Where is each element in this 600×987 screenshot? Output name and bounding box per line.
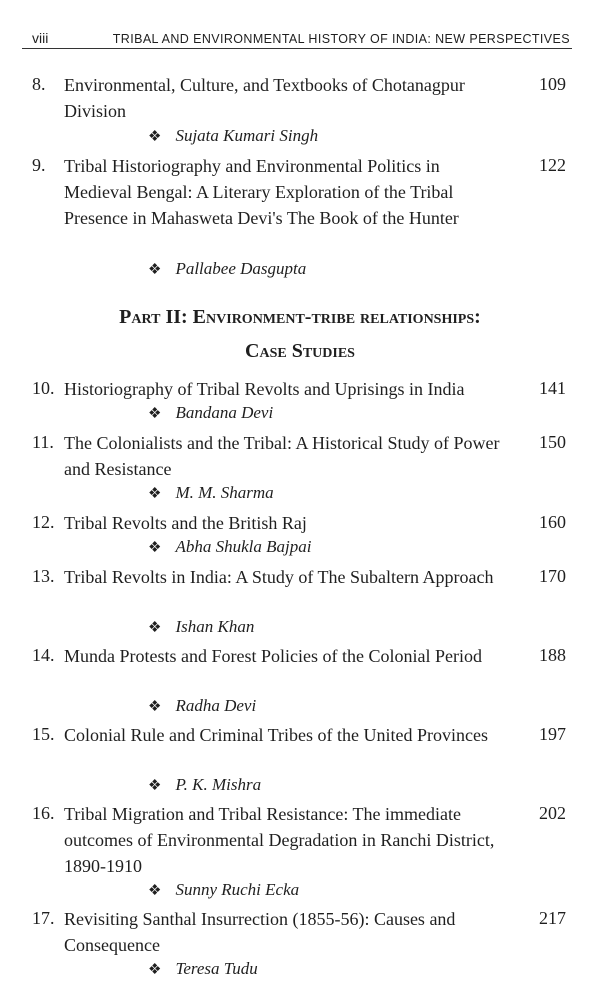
entry-author: Radha Devi xyxy=(175,696,257,715)
entry-page: 197 xyxy=(539,724,566,744)
diamond-bullet-icon: ❖ xyxy=(148,406,162,422)
entry-number: 13. xyxy=(32,566,55,586)
entry-number: 14. xyxy=(32,645,55,665)
entry-author: M. M. Sharma xyxy=(175,483,274,502)
entry-page: 150 xyxy=(539,432,566,452)
entry-title: Tribal Revolts and the British Raj xyxy=(64,513,307,533)
entry-author: Sunny Ruchi Ecka xyxy=(175,880,300,899)
entry-author-line xyxy=(148,537,311,557)
entry-author: Teresa Tudu xyxy=(175,959,258,978)
entry-title: Colonial Rule and Criminal Tribes of the United Provinces xyxy=(64,725,488,745)
entry-number: 8. xyxy=(32,74,46,94)
entry-author-line xyxy=(148,959,258,979)
entry-author-line xyxy=(148,259,306,279)
diamond-bullet-icon: ❖ xyxy=(148,620,162,636)
entry-author: Ishan Khan xyxy=(175,617,255,636)
part-heading-line2: Case Studies xyxy=(245,340,355,362)
entry-number: 12. xyxy=(32,512,55,532)
entry-number: 15. xyxy=(32,724,55,744)
entry-author-line xyxy=(148,696,256,716)
entry-number: 16. xyxy=(32,803,55,823)
part-heading-line1: Part II: Environment-tribe relationships: xyxy=(119,306,481,328)
entry-page: 188 xyxy=(539,645,566,665)
entry-title: Revisiting Santhal Insurrection (1855-56): Causes and Consequence xyxy=(64,909,456,955)
entry-page: 202 xyxy=(539,803,566,823)
entry-page: 141 xyxy=(539,378,566,398)
diamond-bullet-icon: ❖ xyxy=(148,262,162,278)
entry-number: 10. xyxy=(32,378,55,398)
entry-author-line xyxy=(148,775,261,795)
entry-title: Munda Protests and Forest Policies of the Colonial Period xyxy=(64,646,482,666)
diamond-bullet-icon: ❖ xyxy=(148,883,162,899)
entry-author-line xyxy=(148,880,299,900)
entry-page: 160 xyxy=(539,512,566,532)
entry-author: Pallabee Dasgupta xyxy=(175,259,307,278)
entry-number: 17. xyxy=(32,908,55,928)
entry-number: 9. xyxy=(32,155,46,175)
running-header xyxy=(22,20,572,49)
entry-author-line xyxy=(148,483,274,503)
diamond-bullet-icon: ❖ xyxy=(148,540,162,556)
entry-title: Tribal Historiography and Environmental Politics in Medieval Bengal: A Literary Exploration of the Tribal Presence in Mahasweta Devi's The Book of the Hunter xyxy=(64,156,459,228)
entry-number: 11. xyxy=(32,432,54,452)
diamond-bullet-icon: ❖ xyxy=(148,486,162,502)
entry-author: Sujata Kumari Singh xyxy=(175,126,319,145)
diamond-bullet-icon: ❖ xyxy=(148,962,162,978)
entry-title: Environmental, Culture, and Textbooks of Chotanagpur Division xyxy=(64,75,465,121)
entry-author-line xyxy=(148,617,254,637)
entry-author: P. K. Mishra xyxy=(175,775,262,794)
running-title: TRIBAL AND ENVIRONMENTAL HISTORY OF INDIA: NEW PERSPECTIVES xyxy=(112,32,570,46)
diamond-bullet-icon: ❖ xyxy=(148,129,162,145)
entry-page: 217 xyxy=(539,908,566,928)
entry-author-line xyxy=(148,126,318,146)
entry-title: Tribal Revolts in India: A Study of The Subaltern Approach xyxy=(64,567,494,587)
entry-author-line xyxy=(148,403,273,423)
entry-title: Tribal Migration and Tribal Resistance: The immediate outcomes of Environmental Degradation in Ranchi District, 1890-1910 xyxy=(64,804,495,876)
entry-page: 109 xyxy=(539,74,566,94)
entry-title: Historiography of Tribal Revolts and Uprisings in India xyxy=(64,379,465,399)
entry-page: 170 xyxy=(539,566,566,586)
part-heading xyxy=(0,300,600,368)
diamond-bullet-icon: ❖ xyxy=(148,778,162,794)
entry-author: Bandana Devi xyxy=(175,403,274,422)
entry-author: Abha Shukla Bajpai xyxy=(175,537,312,556)
entry-page: 122 xyxy=(539,155,566,175)
entry-title: The Colonialists and the Tribal: A Historical Study of Power and Resistance xyxy=(64,433,500,479)
page-number: viii xyxy=(32,30,49,46)
diamond-bullet-icon: ❖ xyxy=(148,699,162,715)
